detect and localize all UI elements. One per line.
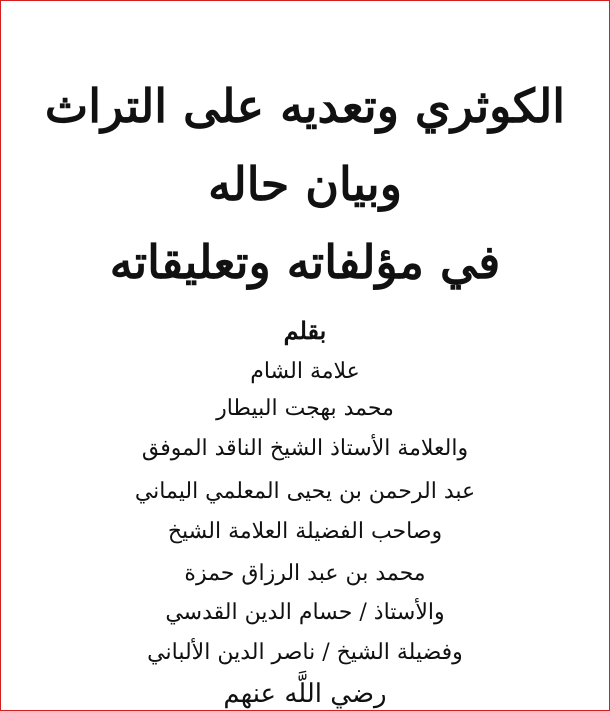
book-title-line-3: في مؤلفاته وتعليقاته [109, 235, 501, 289]
author-line-4: عبد الرحمن بن يحيى المعلمي اليماني [134, 479, 476, 504]
author-line-6: محمد بن عبد الرزاق حمزة [184, 561, 426, 586]
book-title-line-2: وبيان حاله [208, 157, 402, 211]
author-line-3: والعلامة الأستاذ الشيخ الناقد الموفق [141, 436, 469, 461]
closing-benediction: رضي اللَّه عنهم [223, 679, 387, 709]
author-line-8: وفضيلة الشيخ / ناصر الدين الألباني [147, 640, 463, 665]
author-line-1: علامة الشام [250, 359, 360, 384]
book-title-line-1: الكوثري وتعديه على التراث [44, 79, 566, 133]
author-line-2: محمد بهجت البيطار [216, 396, 394, 421]
byline-label: بقلم [283, 316, 327, 345]
author-line-5: وصاحب الفضيلة العلامة الشيخ [167, 519, 443, 544]
author-line-7: والأستاذ / حسام الدين القدسي [165, 600, 445, 625]
